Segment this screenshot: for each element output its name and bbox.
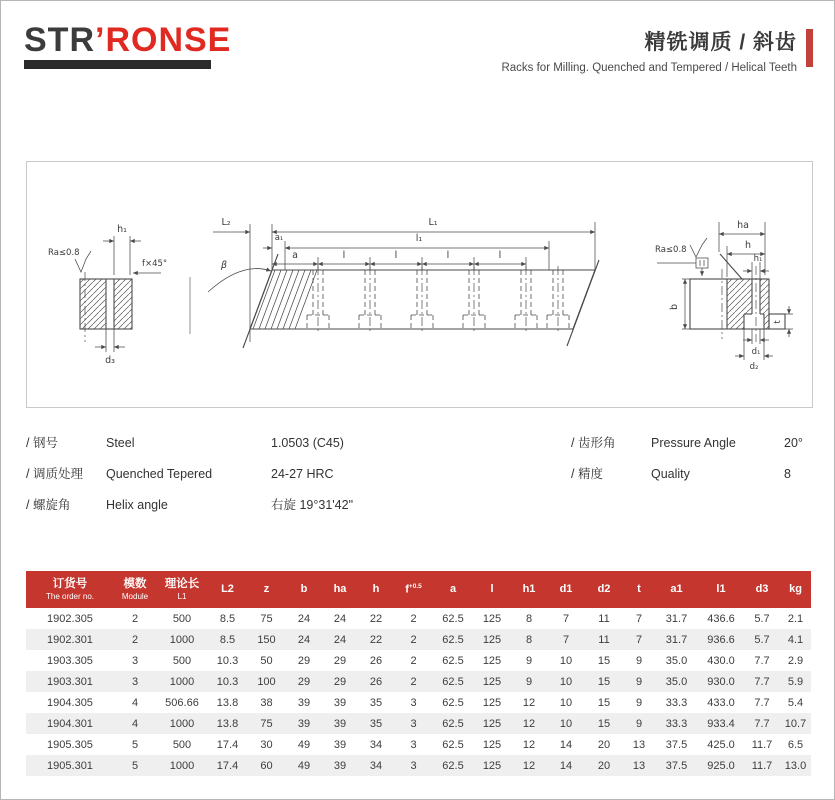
table-cell: 506.66 xyxy=(165,696,199,709)
table-cell: 1904.301 xyxy=(26,713,114,734)
table-cell: 1000 xyxy=(156,629,208,650)
table-cell: 37.5 xyxy=(665,738,688,751)
table-cell: 13 xyxy=(632,738,646,751)
column-header: d1 xyxy=(547,571,585,608)
table-cell: 12 xyxy=(522,738,536,751)
table-cell: 49 xyxy=(297,738,311,751)
column-header: ha xyxy=(322,571,358,608)
table-cell: 50 xyxy=(260,654,273,667)
column-header: h xyxy=(358,571,394,608)
table-cell: 60 xyxy=(247,755,286,776)
table-cell: 12 xyxy=(511,713,547,734)
table-cell: 125 xyxy=(473,671,511,692)
table-cell: 5 xyxy=(114,755,156,776)
tolerance-frame-icon xyxy=(696,258,708,268)
table-cell: 1905.305 xyxy=(47,738,93,751)
spec-label-cn: / 螺旋角 xyxy=(26,498,71,512)
table-cell: 100 xyxy=(247,671,286,692)
table-cell: 2 xyxy=(394,671,433,692)
table-cell: 7.7 xyxy=(754,696,770,709)
spec-row-steel xyxy=(26,433,546,464)
column-header: L2 xyxy=(208,571,247,608)
table-cell: 5.4 xyxy=(787,696,804,709)
column-header: $f^{+0.5}$ xyxy=(394,571,433,608)
table-cell: 2.9 xyxy=(787,654,804,667)
table-cell: 75 xyxy=(260,612,273,625)
dim-label-l: l xyxy=(394,250,398,261)
dim-label-d3: d₃ xyxy=(105,355,115,366)
page-title-cn: 精铣调质 / 斜齿 xyxy=(644,31,797,54)
spec-label-cn: / 精度 xyxy=(571,467,603,481)
spec-name-en: Pressure Angle xyxy=(651,436,736,450)
table-cell: 1903.305 xyxy=(47,654,93,667)
table-cell: 11.7 xyxy=(751,738,773,751)
dim-label-L1: L₁ xyxy=(428,217,438,228)
dim-label-l: l xyxy=(498,250,502,261)
column-header: 订货号 The order no. xyxy=(26,571,114,608)
table-cell: 24 xyxy=(322,629,358,650)
column-header: 理论长 L1 xyxy=(156,571,208,608)
table-cell: 1000 xyxy=(156,671,208,692)
spec-label-cn: / 钢号 xyxy=(26,436,58,450)
table-cell: 49 xyxy=(286,755,322,776)
roughness-label-left: Ra≤0.8 xyxy=(48,248,80,258)
table-cell: 6.5 xyxy=(787,738,804,751)
table-cell: 8 xyxy=(525,612,533,625)
table-cell: 39 xyxy=(297,696,311,709)
table-cell: 26 xyxy=(369,654,383,667)
table-cell: 9 xyxy=(525,654,533,667)
dim-label-a: a xyxy=(292,250,298,261)
table-cell: 14 xyxy=(559,738,573,751)
spec-value: 8 xyxy=(784,467,791,481)
column-header: d2 xyxy=(585,571,623,608)
dim-label-h: h xyxy=(744,240,752,251)
spec-row-heat-treatment xyxy=(26,464,546,495)
table-cell: 425.0 xyxy=(707,738,735,751)
table-cell: 150 xyxy=(247,629,286,650)
dim-label-l: l xyxy=(446,250,450,261)
table-header-row xyxy=(26,571,811,608)
table-cell: 10.3 xyxy=(216,654,239,667)
dim-label-ha: ha xyxy=(737,220,749,231)
table-cell: 936.6 xyxy=(698,629,744,650)
table-cell: 7.7 xyxy=(744,713,780,734)
table-row xyxy=(26,734,811,755)
logo-text-dark: STR xyxy=(24,21,95,59)
spec-row-pressure-angle xyxy=(571,433,816,464)
table-cell: 7 xyxy=(562,612,570,625)
table-cell: 5.7 xyxy=(754,612,770,625)
column-header: b xyxy=(286,571,322,608)
dim-label-t: t xyxy=(773,320,783,324)
table-cell: 10.3 xyxy=(208,671,247,692)
rack-length-view xyxy=(208,217,599,348)
table-cell: 17.4 xyxy=(216,738,239,751)
table-cell: 17.4 xyxy=(208,755,247,776)
table-cell: 1000 xyxy=(156,755,208,776)
table-cell: 29 xyxy=(333,654,347,667)
table-cell: 7 xyxy=(547,629,585,650)
table-cell: 35.0 xyxy=(665,654,688,667)
table-cell: 433.0 xyxy=(707,696,735,709)
table-cell: 11 xyxy=(585,629,623,650)
table-cell: 15 xyxy=(597,696,611,709)
table-cell: 3 xyxy=(131,654,139,667)
column-header: l xyxy=(473,571,511,608)
column-header: 模数 Module xyxy=(114,571,156,608)
table-cell: 2.1 xyxy=(787,612,804,625)
table-cell: 20 xyxy=(597,738,611,751)
table-cell: 7.7 xyxy=(754,654,770,667)
dim-label-h1-right: h₁ xyxy=(753,254,763,264)
table-cell: 5 xyxy=(131,738,139,751)
table-row xyxy=(26,755,811,776)
spec-list-right xyxy=(571,433,816,495)
table-cell: 62.5 xyxy=(442,738,464,751)
table-cell: 13.8 xyxy=(216,696,239,709)
table-cell: 30 xyxy=(260,738,273,751)
table-cell: 62.5 xyxy=(442,696,464,709)
column-header: z xyxy=(247,571,286,608)
brand-logo xyxy=(24,21,231,59)
column-header: l1 xyxy=(698,571,744,608)
logo-underline-bar xyxy=(24,60,211,69)
table-cell: 125 xyxy=(482,612,502,625)
logo-text-red: ’RONSE xyxy=(95,21,232,59)
spec-value: 24-27 HRC xyxy=(271,467,334,481)
table-cell: 4 xyxy=(131,696,139,709)
spec-label-cn: / 调质处理 xyxy=(26,467,83,481)
helix-hatching xyxy=(253,270,317,329)
table-cell: 9 xyxy=(623,671,655,692)
table-cell: 38 xyxy=(260,696,273,709)
table-cell: 125 xyxy=(473,713,511,734)
table-cell: 29 xyxy=(322,671,358,692)
end-section-view xyxy=(48,224,167,366)
table-cell: 7.7 xyxy=(744,671,780,692)
spec-value: 右旋 19°31'42" xyxy=(271,498,354,512)
table-cell: 3 xyxy=(114,671,156,692)
table-cell: 3 xyxy=(410,696,417,709)
table-cell: 2 xyxy=(394,629,433,650)
table-cell: 24 xyxy=(286,629,322,650)
title-accent-bar xyxy=(806,29,813,67)
side-section-view xyxy=(655,220,793,372)
table-cell: 1902.305 xyxy=(47,612,93,625)
table-cell: 2 xyxy=(410,654,417,667)
table-cell: 26 xyxy=(358,671,394,692)
roughness-label-right: Ra≤0.8 xyxy=(655,245,687,255)
chamfer-label: f×45° xyxy=(142,259,168,269)
spec-value: 1.0503 (C45) xyxy=(271,436,344,450)
table-cell: 10 xyxy=(547,671,585,692)
table-cell: 35 xyxy=(358,713,394,734)
spec-name-en: Steel xyxy=(106,436,135,450)
table-cell: 11 xyxy=(598,612,610,625)
table-cell: 2 xyxy=(114,629,156,650)
table-cell: 3 xyxy=(394,755,433,776)
table-cell: 29 xyxy=(297,654,311,667)
table-cell: 13.8 xyxy=(208,713,247,734)
table-cell: 5.7 xyxy=(744,629,780,650)
table-cell: 4.1 xyxy=(780,629,811,650)
dimension-table xyxy=(26,571,811,776)
table-cell: 12 xyxy=(511,755,547,776)
page-title xyxy=(501,26,797,74)
column-header: a1 xyxy=(655,571,698,608)
table-cell: 62.5 xyxy=(433,755,473,776)
dim-label-l: l xyxy=(342,250,346,261)
column-header: kg xyxy=(780,571,811,608)
table-cell: 125 xyxy=(482,654,502,667)
table-cell: 39 xyxy=(322,713,358,734)
dim-label-l1-mid: l₁ xyxy=(415,233,423,244)
spec-name-en: Quality xyxy=(651,467,690,481)
table-cell: 925.0 xyxy=(698,755,744,776)
table-cell: 1903.301 xyxy=(26,671,114,692)
table-cell: 933.4 xyxy=(698,713,744,734)
table-cell: 10 xyxy=(559,654,573,667)
table-cell: 31.7 xyxy=(665,612,688,625)
spec-list-left xyxy=(26,433,546,526)
table-cell: 1000 xyxy=(156,713,208,734)
column-header: t xyxy=(623,571,655,608)
dim-label-b: b xyxy=(669,303,680,311)
table-cell: 62.5 xyxy=(433,629,473,650)
table-cell: 12 xyxy=(522,696,536,709)
table-row xyxy=(26,650,811,671)
table-cell: 39 xyxy=(333,738,347,751)
spec-name-en: Helix angle xyxy=(106,498,168,512)
table-cell: 125 xyxy=(473,629,511,650)
table-cell: 125 xyxy=(482,696,502,709)
table-cell: 930.0 xyxy=(698,671,744,692)
table-cell: 37.5 xyxy=(655,755,698,776)
table-cell: 500 xyxy=(172,612,192,625)
table-cell: 500 xyxy=(172,654,192,667)
table-row xyxy=(26,629,811,650)
table-cell: 62.5 xyxy=(433,671,473,692)
table-cell: 1902.301 xyxy=(26,629,114,650)
table-cell: 500 xyxy=(172,738,192,751)
table-cell: 10 xyxy=(547,713,585,734)
table-cell: 2 xyxy=(131,612,139,625)
table-cell: 4 xyxy=(114,713,156,734)
table-cell: 125 xyxy=(482,738,502,751)
table-cell: 75 xyxy=(247,713,286,734)
spec-name-en: Quenched Tepered xyxy=(106,467,213,481)
dim-label-d2: d₂ xyxy=(749,362,759,372)
spec-value: 20° xyxy=(784,436,803,450)
table-row xyxy=(26,608,811,629)
column-header: a xyxy=(433,571,473,608)
table-cell: 62.5 xyxy=(442,612,464,625)
technical-drawing-panel xyxy=(26,161,813,408)
table-cell: 22 xyxy=(369,612,383,625)
table-body xyxy=(26,608,811,776)
table-cell: 15 xyxy=(585,671,623,692)
rack-technical-drawing xyxy=(27,162,812,407)
table-cell: 24 xyxy=(333,612,347,625)
table-cell: 9 xyxy=(623,713,655,734)
table-row xyxy=(26,692,811,713)
table-cell: 14 xyxy=(547,755,585,776)
table-cell: 7 xyxy=(623,629,655,650)
table-cell: 13.0 xyxy=(780,755,811,776)
table-cell: 22 xyxy=(358,629,394,650)
table-cell: 9 xyxy=(511,671,547,692)
table-cell: 430.0 xyxy=(707,654,735,667)
spec-row-quality xyxy=(571,464,816,495)
table-cell: 39 xyxy=(286,713,322,734)
table-cell: 31.7 xyxy=(655,629,698,650)
table-cell: 34 xyxy=(358,755,394,776)
table-cell: 11.7 xyxy=(744,755,780,776)
table-cell: 3 xyxy=(410,738,417,751)
table-cell: 13 xyxy=(623,755,655,776)
table-cell: 2 xyxy=(410,612,417,625)
dim-label-h1-left: h₁ xyxy=(117,224,127,235)
table-cell: 8.5 xyxy=(219,612,236,625)
table-cell: 39 xyxy=(322,755,358,776)
dim-label-L2: L₂ xyxy=(221,217,231,228)
table-cell: 34 xyxy=(369,738,383,751)
table-cell: 10 xyxy=(559,696,573,709)
table-cell: 125 xyxy=(473,755,511,776)
table-cell: 9 xyxy=(635,654,643,667)
table-cell: 436.6 xyxy=(707,612,735,625)
table-cell: 39 xyxy=(333,696,347,709)
table-cell: 15 xyxy=(597,654,611,667)
table-cell: 5.9 xyxy=(780,671,811,692)
table-row xyxy=(26,671,811,692)
page-title-en: Racks for Milling. Quenched and Tempered / Helical Teeth xyxy=(501,62,797,74)
table-cell: 7 xyxy=(635,612,643,625)
table-cell: 1904.305 xyxy=(47,696,93,709)
column-header: h1 xyxy=(511,571,547,608)
table-cell: 33.3 xyxy=(655,713,698,734)
table-cell: 10.7 xyxy=(780,713,811,734)
table-cell: 8 xyxy=(511,629,547,650)
table-cell: 9 xyxy=(635,696,643,709)
dim-label-a1-mid: a₁ xyxy=(274,233,284,243)
dim-label-d1: d₁ xyxy=(751,347,761,357)
table-cell: 3 xyxy=(394,713,433,734)
surface-finish-icon xyxy=(690,238,707,257)
spec-label-cn: / 齿形角 xyxy=(571,436,616,450)
table-head xyxy=(26,571,811,608)
table-row xyxy=(26,713,811,734)
table-cell: 62.5 xyxy=(442,654,464,667)
table-cell: 24 xyxy=(297,612,311,625)
dim-label-beta: β xyxy=(221,260,228,271)
table-cell: 35 xyxy=(369,696,383,709)
table-cell: 33.3 xyxy=(665,696,688,709)
column-header: d3 xyxy=(744,571,780,608)
table-cell: 29 xyxy=(286,671,322,692)
spec-row-helix-angle xyxy=(26,495,546,526)
table-cell: 20 xyxy=(585,755,623,776)
table-cell: 35.0 xyxy=(655,671,698,692)
table-cell: 8.5 xyxy=(208,629,247,650)
table-cell: 1905.301 xyxy=(26,755,114,776)
table-cell: 15 xyxy=(585,713,623,734)
table-cell: 62.5 xyxy=(433,713,473,734)
